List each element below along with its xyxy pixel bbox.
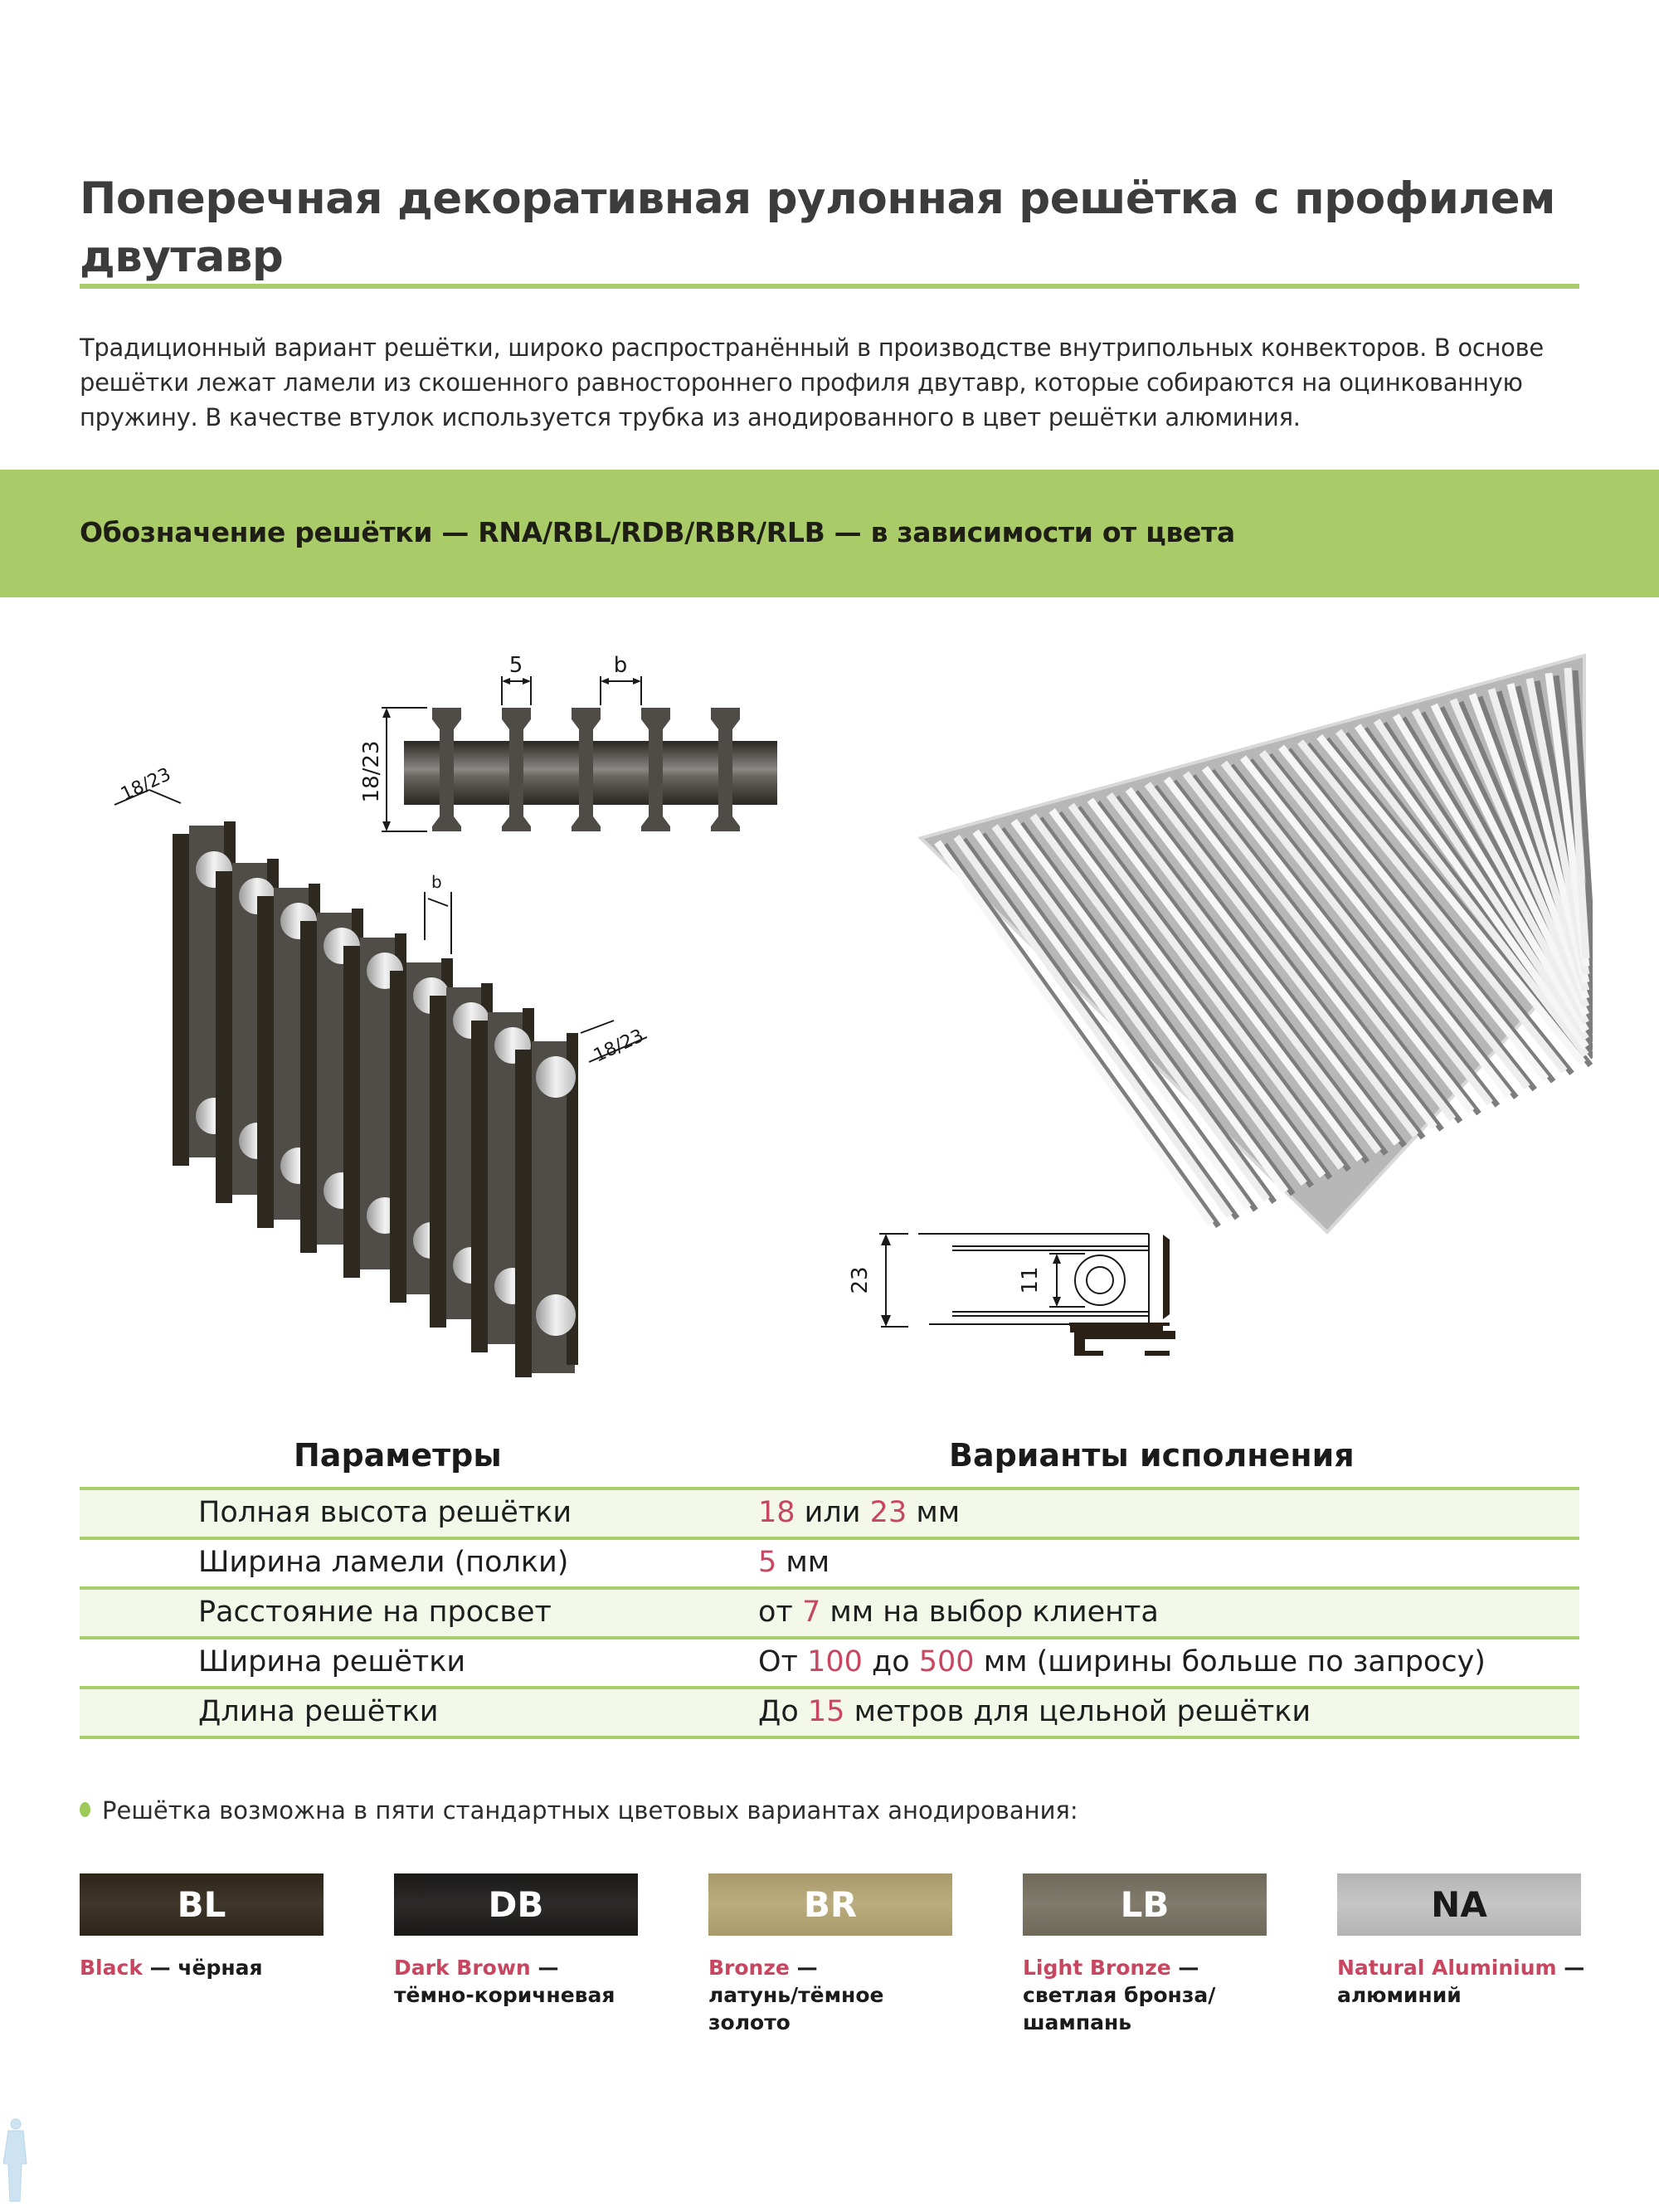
- tube-label: 11: [1018, 1266, 1043, 1294]
- isometric-view-diagram: [66, 763, 680, 1377]
- grille-photo: [912, 647, 1593, 1245]
- height-label: 18/23: [359, 740, 384, 803]
- highlighted-value: 5: [758, 1546, 777, 1579]
- color-option-br: [708, 1873, 957, 2036]
- color-swatch: DB: [394, 1873, 638, 1936]
- color-name-en: Dark Brown: [394, 1956, 531, 1980]
- color-name-ru: светлая бронза/: [1023, 1983, 1216, 2007]
- depth-label-top: 18/23: [117, 763, 175, 806]
- highlighted-value: 18: [758, 1496, 795, 1529]
- value-text: До: [758, 1695, 808, 1728]
- color-description: [80, 1954, 328, 1981]
- dash: —: [1170, 1956, 1199, 1980]
- color-swatch: BR: [708, 1873, 952, 1936]
- value-text: мм на выбор клиента: [820, 1596, 1159, 1629]
- designation-text: Обозначение решётки — RNA/RBL/RDB/RBR/RLB — в зависимости от цвета: [80, 516, 1235, 548]
- colors-note: [80, 1796, 1078, 1825]
- table-row: [80, 1636, 1579, 1686]
- color-name-ru: алюминий: [1337, 1983, 1462, 2007]
- value-text: или: [795, 1496, 870, 1529]
- param-name: Ширина решётки: [198, 1645, 466, 1678]
- param-value: [758, 1596, 1159, 1629]
- header-variants: Варианты исполнения: [949, 1437, 1355, 1474]
- table-row: [80, 1586, 1579, 1636]
- page-title: Поперечная декоративная рулонная решётка с профилем двутавр: [80, 173, 1555, 282]
- color-name-ru: тёмно-коричневая: [394, 1983, 615, 2007]
- parameters-table: [80, 1427, 1579, 1739]
- value-text: до: [862, 1645, 919, 1678]
- color-name-en: Light Bronze: [1023, 1956, 1171, 1980]
- highlighted-value: 15: [807, 1695, 845, 1728]
- color-swatch: LB: [1023, 1873, 1267, 1936]
- color-description: [1023, 1954, 1272, 2036]
- value-text: метров для цельной решётки: [844, 1695, 1311, 1728]
- highlighted-value: 23: [869, 1496, 907, 1529]
- color-name-ru: шампань: [1023, 2010, 1132, 2034]
- lamella-width-label: 5: [508, 653, 523, 678]
- value-text: мм: [776, 1546, 830, 1579]
- param-name: Ширина ламели (полки): [198, 1546, 569, 1579]
- lamella-stack: [173, 821, 578, 1377]
- gap-label: b: [431, 872, 442, 892]
- dash: —: [1556, 1956, 1585, 1980]
- dash: —: [530, 1956, 559, 1980]
- table-row: [80, 1686, 1579, 1739]
- header-parameters: Параметры: [294, 1437, 502, 1474]
- color-description: [708, 1954, 957, 2036]
- color-description: [394, 1954, 643, 2009]
- param-value: [758, 1496, 960, 1529]
- value-text: От: [758, 1645, 808, 1678]
- total-height-label: 23: [848, 1266, 873, 1294]
- table-row: [80, 1537, 1579, 1586]
- param-name: Полная высота решётки: [198, 1496, 572, 1529]
- color-option-db: [394, 1873, 643, 2009]
- table-row: [80, 1487, 1579, 1537]
- highlighted-value: 100: [807, 1645, 863, 1678]
- value-text: мм (ширины больше по запросу): [974, 1645, 1486, 1678]
- color-option-bl: [80, 1873, 328, 1981]
- param-value: [758, 1695, 1311, 1728]
- param-name: Длина решётки: [198, 1695, 439, 1728]
- bullet-icon: [80, 1802, 90, 1817]
- param-value: [758, 1546, 830, 1579]
- color-swatch: NA: [1337, 1873, 1581, 1936]
- lamella: [515, 1033, 578, 1377]
- color-name-ru: золото: [708, 2010, 791, 2034]
- color-option-lb: [1023, 1873, 1272, 2036]
- table-header: [80, 1427, 1579, 1487]
- dash: —: [142, 1956, 171, 1980]
- color-swatch: BL: [80, 1873, 324, 1936]
- colors-note-text: Решётка возможна в пяти стандартных цветовых вариантах анодирования:: [102, 1796, 1078, 1825]
- title-divider: [80, 284, 1579, 289]
- param-name: Расстояние на просвет: [198, 1596, 552, 1629]
- dash: —: [789, 1956, 818, 1980]
- highlighted-value: 7: [801, 1596, 821, 1629]
- color-name-en: Black: [80, 1956, 143, 1980]
- gap-label: b: [613, 653, 628, 678]
- color-name-ru: латунь/тёмное: [708, 1983, 884, 2007]
- color-name-en: Natural Aluminium: [1337, 1956, 1557, 1980]
- intro-paragraph: Традиционный вариант решётки, широко распространённый в производстве внутрипольных конвекторов. В основе решётки лежат ламели из скошенного равностороннего профиля двутавр, которые собираются на оцинкованную пружину. В качестве втулок используется трубка из анодированного в цвет решётки алюминия.: [80, 334, 1544, 431]
- profile-view-diagram: [830, 1195, 1228, 1377]
- depth-label-right: 18/23: [590, 1025, 648, 1067]
- value-text: мм: [907, 1496, 961, 1529]
- color-description: [1337, 1954, 1586, 2009]
- param-value: [758, 1645, 1486, 1678]
- highlighted-value: 500: [918, 1645, 975, 1678]
- color-name-ru: чёрная: [170, 1956, 263, 1980]
- mascot-watermark-icon: [3, 2116, 36, 2207]
- color-option-na: [1337, 1873, 1586, 2009]
- value-text: от: [758, 1596, 802, 1629]
- color-name-en: Bronze: [708, 1956, 790, 1980]
